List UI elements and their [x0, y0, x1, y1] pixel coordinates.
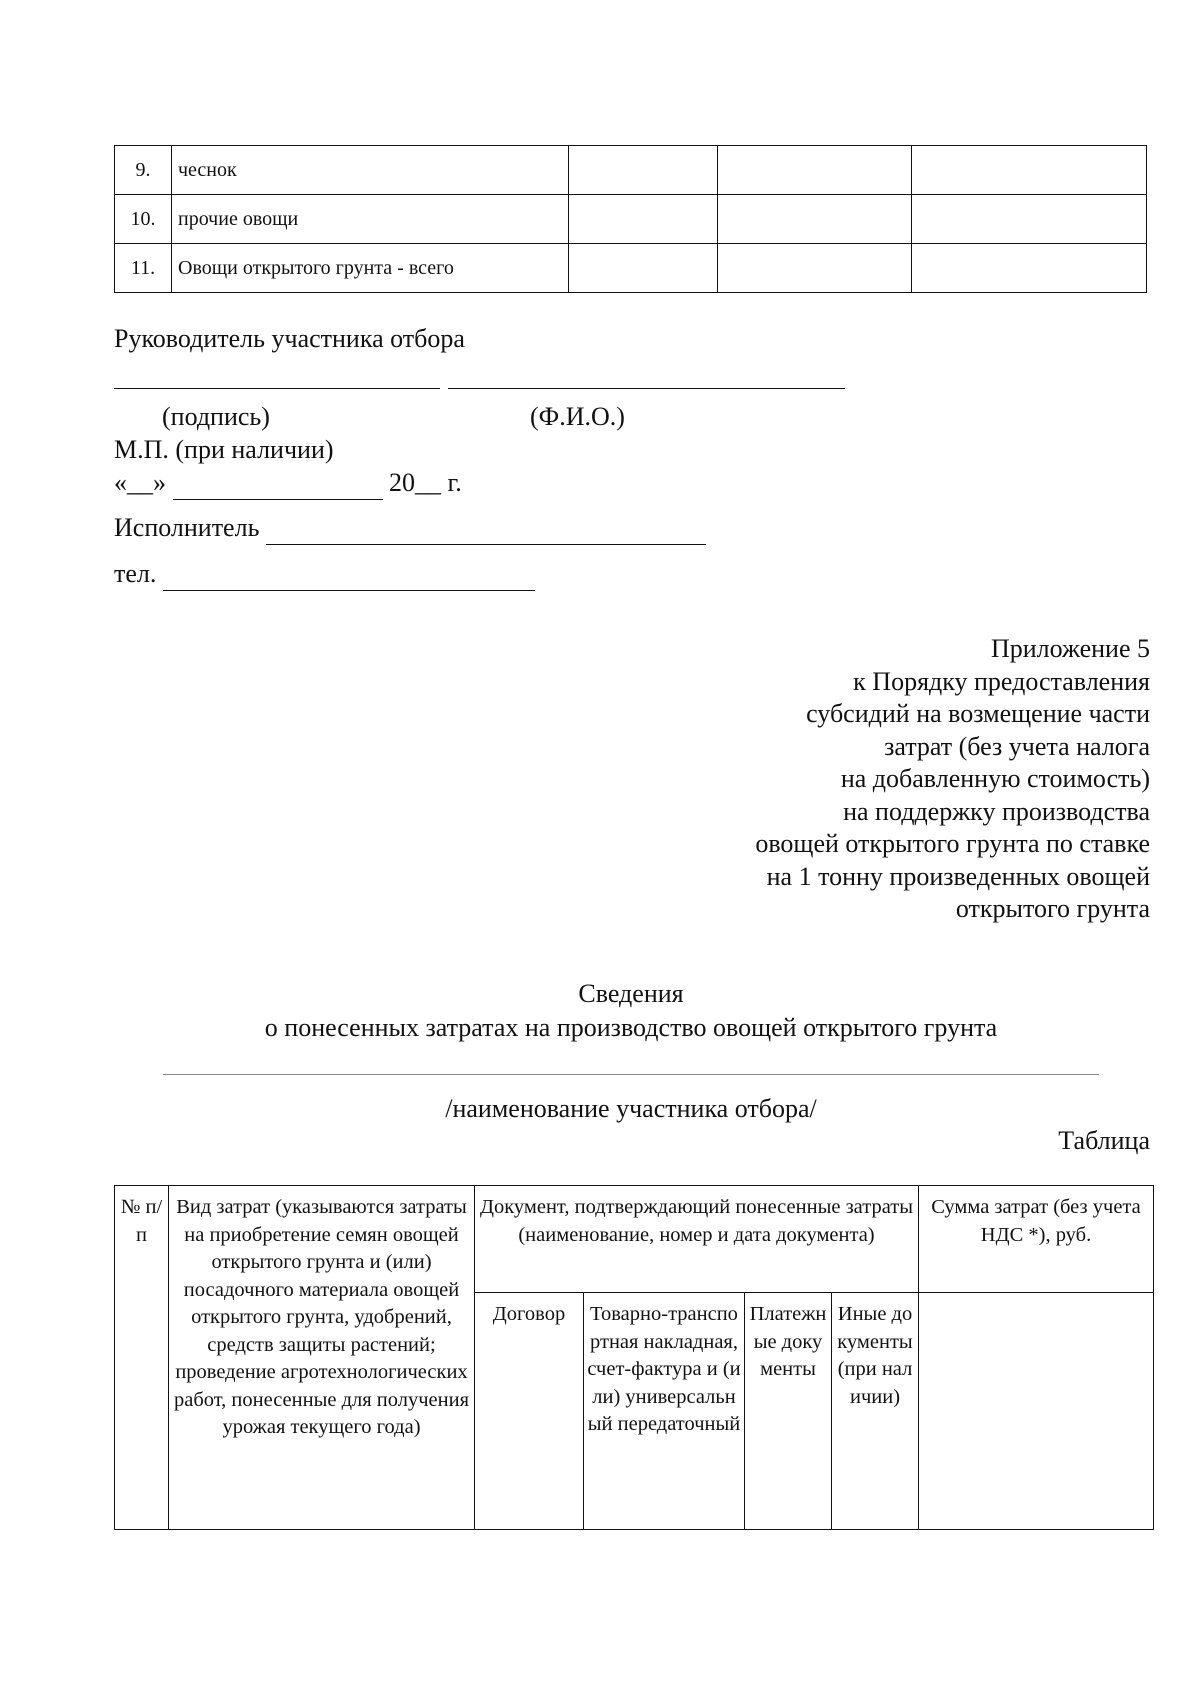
signature-line — [114, 388, 440, 389]
col-document-header: Документ, подтверждающий понесенные затраты (наименование, номер и дата документа) — [475, 1186, 919, 1293]
executor-blank — [266, 512, 706, 545]
row-number: 10. — [115, 195, 172, 244]
empty-cell — [569, 146, 718, 195]
date-year: 20__ г. — [389, 468, 462, 497]
col-cost-type-header: Вид затрат (указываются затраты на приобретение семян овощей открытого грунта и (или) посадочного материала овощей открытого грунта, удобрений, средств защиты растений; проведение агротехнологических работ, понесенные для получения урожая текущего года) — [169, 1186, 475, 1530]
empty-cell — [912, 244, 1147, 293]
appendix-line: на поддержку производства — [843, 796, 1150, 826]
row-name: чеснок — [172, 146, 569, 195]
table-row — [115, 195, 1147, 244]
fio-line — [448, 388, 845, 389]
signature-caption: (подпись) — [162, 402, 270, 431]
table-label: Таблица — [1058, 1126, 1150, 1155]
date-month-blank — [173, 467, 383, 500]
col-other-header: Иные документы (при наличии) — [832, 1293, 919, 1530]
phone-label: тел. — [114, 559, 157, 588]
participant-caption: /наименование участника отбора/ — [445, 1094, 817, 1123]
col-payment-header: Платежные документы — [745, 1293, 832, 1530]
date-line — [114, 467, 462, 500]
appendix-line: на добавленную стоимость) — [840, 764, 1150, 793]
table-row — [115, 146, 1147, 195]
top-table — [114, 145, 1147, 293]
date-day: «__» — [114, 468, 166, 497]
empty-cell — [569, 244, 718, 293]
head-label: Руководитель участника отбора — [114, 324, 465, 353]
participant-name-line — [163, 1074, 1099, 1075]
phone-blank — [163, 558, 535, 591]
col-sum-empty — [919, 1293, 1154, 1530]
col-waybill-header: Товарно-транспортная накладная, счет-фактура и (или) универсальный передаточный — [584, 1293, 745, 1530]
appendix-line: затрат (без учета налога — [884, 731, 1150, 761]
executor-line — [114, 512, 706, 545]
costs-table — [114, 1185, 1154, 1530]
empty-cell — [718, 244, 912, 293]
appendix-block — [755, 633, 1150, 926]
row-number: 11. — [115, 244, 172, 293]
stamp-label: М.П. (при наличии) — [114, 435, 334, 464]
col-contract-header: Договор — [475, 1293, 584, 1530]
fio-caption: (Ф.И.О.) — [530, 402, 625, 431]
phone-line — [114, 558, 535, 591]
row-name: прочие овощи — [172, 195, 569, 244]
empty-cell — [912, 195, 1147, 244]
col-number-header: № п/п — [115, 1186, 169, 1530]
appendix-line: к Порядку предоставления — [853, 666, 1150, 696]
row-number: 9. — [115, 146, 172, 195]
empty-cell — [718, 146, 912, 195]
table-header-row — [115, 1186, 1154, 1293]
appendix-line: субсидий на возмещение части — [806, 699, 1150, 728]
appendix-line: Приложение 5 — [990, 634, 1150, 663]
table-row — [115, 244, 1147, 293]
empty-cell — [912, 146, 1147, 195]
document-subtitle: о понесенных затратах на производство овощей открытого грунта — [264, 1013, 998, 1042]
empty-cell — [569, 195, 718, 244]
document-title: Сведения — [578, 979, 684, 1008]
executor-label: Исполнитель — [114, 513, 260, 542]
appendix-line: овощей открытого грунта по ставке — [755, 829, 1150, 858]
empty-cell — [718, 195, 912, 244]
appendix-line: открытого грунта — [955, 894, 1150, 923]
col-sum-header: Сумма затрат (без учета НДС *), руб. — [919, 1186, 1154, 1293]
row-name: Овощи открытого грунта - всего — [172, 244, 569, 293]
appendix-line: на 1 тонну произведенных овощей — [766, 861, 1150, 891]
